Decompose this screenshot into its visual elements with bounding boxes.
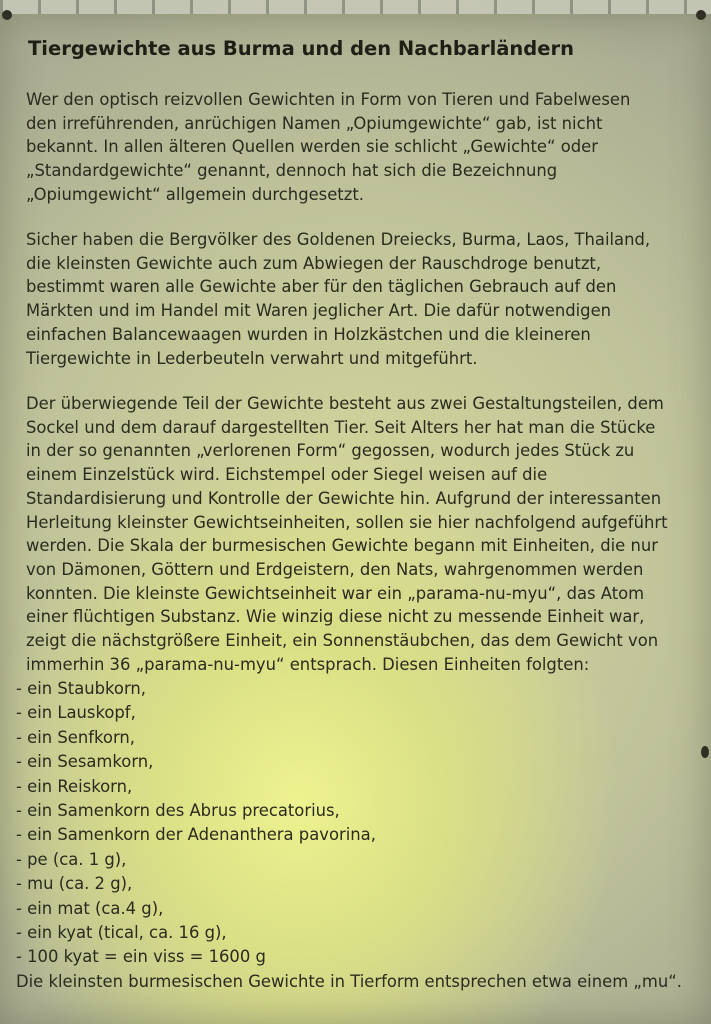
list-item: - ein kyat (tical, ca. 16 g), bbox=[16, 923, 227, 943]
list-item: - pe (ca. 1 g), bbox=[16, 849, 127, 869]
mounting-pin-left bbox=[2, 10, 12, 20]
list-item: - ein Lauskopf, bbox=[16, 703, 136, 723]
list-item: - mu (ca. 2 g), bbox=[16, 874, 133, 894]
list-item: - ein Staubkorn, bbox=[16, 679, 147, 698]
sign-top-frame bbox=[0, 0, 711, 14]
list-item: - ein mat (ca.4 g), bbox=[16, 898, 164, 918]
mounting-pin-right bbox=[696, 10, 706, 20]
list-item: - ein Reiskorn, bbox=[16, 776, 133, 796]
paragraph-weight-units: Der überwiegende Teil der Gewichte besteht aus zwei Gestaltungsteilen, dem Sockel und dem darauf dargestellten Tier. Seit Alters her hat man die Stücke in der so genannten „verlorenen Form“ gegossen, wodurch jedes Stück zu einem Einzelstück wird. Eichstempel oder Siegel weisen auf die Standardisierung und Kontrolle der Gewichte hin. Aufgrund der interessanten Herleitung kleinster Gewichtseinheiten, sollen sie hier nachfolgend aufgeführt werden. Die Skala der burmesischen Gewichte begann mit Einheiten, die nur von Dämonen, Göttern und Erdgeistern, den Nats, wahrgenommen werden konnten. Die kleinste Gewichtseinheit war ein „parama-nu-myu“, das Atom einer flüchtigen Substanz. Wie winzig diese nicht zu messende Einheit war, zeigt die nächstgrößere Einheit, ein Sonnenstäubchen, das dem Gewicht von immerhin 36 „parama-nu-myu“ entsprach. Diesen Einheiten folgten: bbox=[26, 394, 668, 674]
list-item: - ein Senfkorn, bbox=[16, 727, 135, 747]
sign-title: Tiergewichte aus Burma und den Nachbarländern bbox=[28, 37, 574, 60]
closing-sentence: Die kleinsten burmesischen Gewichte in Tierform entsprechen etwa einem „mu“. bbox=[16, 972, 682, 991]
list-item: - 100 kyat = ein viss = 1600 g bbox=[16, 947, 266, 967]
list-item: - ein Sesamkorn, bbox=[16, 752, 154, 772]
paragraph-naming: Wer den optisch reizvollen Gewichten in Form von Tieren und Fabelwesen den irreführenden, anrüchigen Namen „Opiumgewichte“ gab, ist nicht bekannt. In allen älteren Quellen werden sie schlicht „Gewichte“ oder „Standardgewichte“ genannt, dennoch hat sich die Bezeichnung „Opiumgewicht“ allgemein durchgesetzt. bbox=[26, 90, 631, 204]
weight-unit-list bbox=[16, 677, 706, 970]
list-item: - ein Samenkorn des Abrus precatorius, bbox=[16, 801, 340, 821]
paragraph-usage: Sicher haben die Bergvölker des Goldenen Dreiecks, Burma, Laos, Thailand, die kleinsten Gewichte auch zum Abwiegen der Rauschdroge benutzt, bestimmt waren alle Gewichte aber für den täglichen Gebrauch auf den Märkten und im Handel mit Waren jeglicher Art. Die dafür notwendigen einfachen Balancewaagen wurden in Holzkästchen und die kleineren Tiergewichte in Lederbeuteln verwahrt und mitgeführt. bbox=[26, 230, 651, 368]
list-item: - ein Samenkorn der Adenanthera pavorina, bbox=[16, 825, 376, 845]
